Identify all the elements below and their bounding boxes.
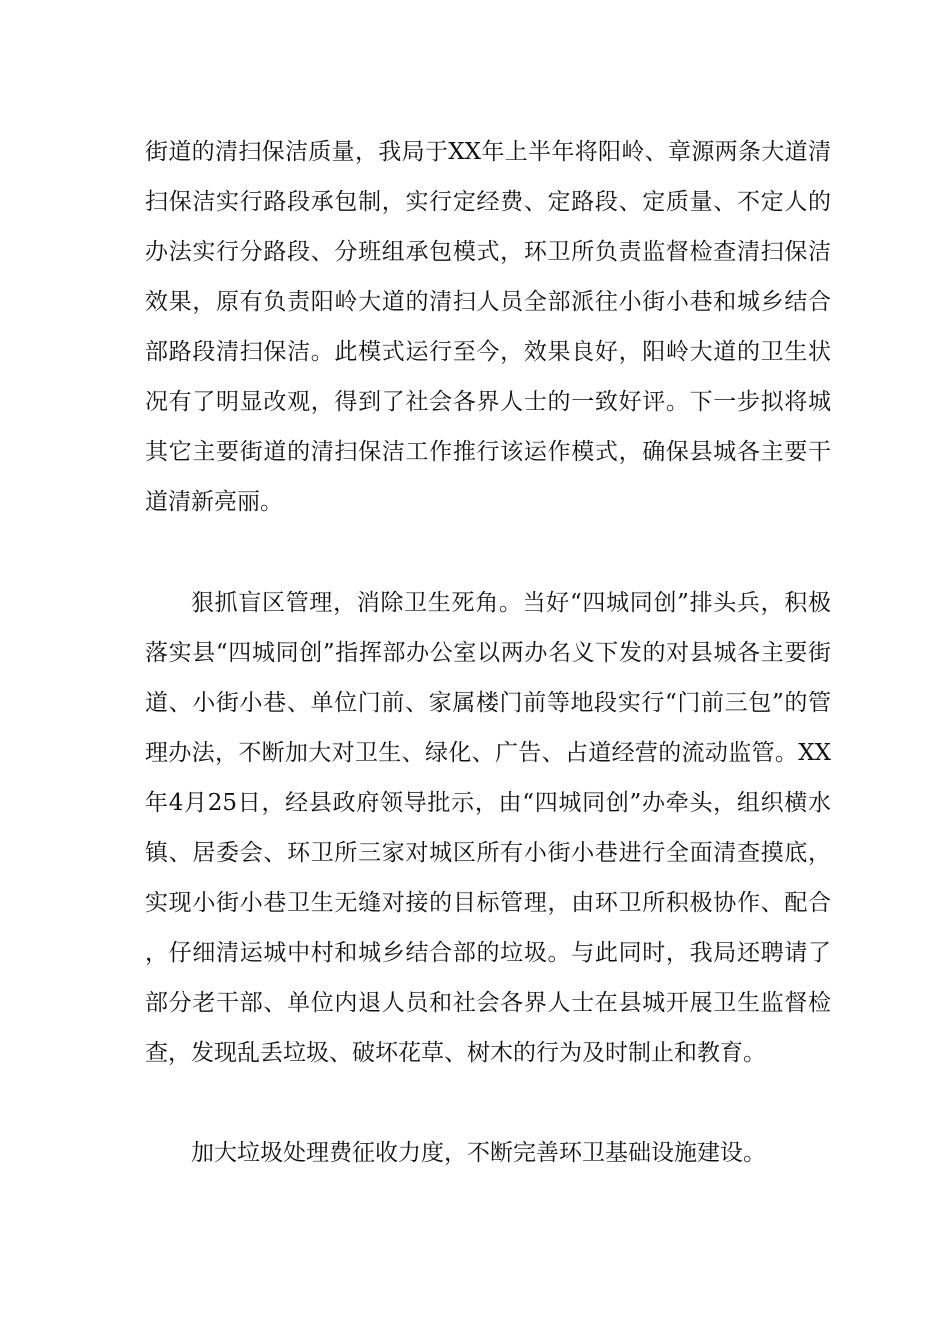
document-page <box>145 127 831 1178</box>
paragraph-street-cleaning: 街道的清扫保洁质量，我局于XX年上半年将阳岭、章源两条大道清扫保洁实行路段承包制，实行定经费、定路段、定质量、不定人的办法实行分路段、分班组承包模式，环卫所负责监督检查清扫保洁效果，原有负责阳岭大道的清扫人员全部派往小街小巷和城乡结合部路段清扫保洁。此模式运行至今，效果良好，阳岭大道的卫生状况有了明显改观，得到了社会各界人士的一致好评。下一步拟将城其它主要街道的清扫保洁工作推行该运作模式，确保县城各主要干道清新亮丽。 <box>145 139 831 515</box>
paragraph-garbage-fee-collection: 加大垃圾处理费征收力度，不断完善环卫基础设施建设。 <box>191 1140 766 1166</box>
paragraph-blind-zone-management: 狠抓盲区管理，消除卫生死角。当好“四城同创”排头兵，积极落实县“四城同创”指挥部办公室以两办名义下发的对县城各主要街道、小街小巷、单位门前、家属楼门前等地段实行“门前三包”的管理办法，不断加大对卫生、绿化、广告、占道经营的流动监管。XX年4月25日，经县政府领导批示，由“四城同创”办牵头，组织横水镇、居委会、环卫所三家对城区所有小街小巷进行全面清查摸底，实现小街小巷卫生无缝对接的目标管理，由环卫所积极协作、配合，仔细清运城中村和城乡结合部的垃圾。与此同时，我局还聘请了部分老干部、单位内退人员和社会各界人士在县城开展卫生监督检查，发现乱丢垃圾、破坏花草、树木的行为及时制止和教育。 <box>145 590 831 1066</box>
